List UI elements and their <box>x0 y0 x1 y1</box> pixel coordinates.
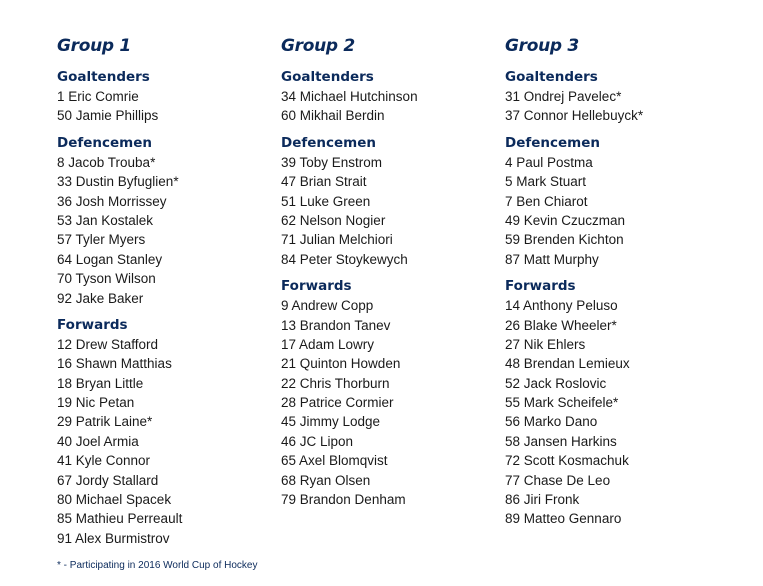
player-item: 19 Nic Petan <box>57 395 135 411</box>
player-item: 89 Matteo Gennaro <box>505 511 622 527</box>
group-title: Group 2 <box>281 36 355 56</box>
group-title: Group 3 <box>505 36 579 56</box>
player-item: 36 Josh Morrissey <box>57 193 167 209</box>
player-item: 34 Michael Hutchinson <box>281 89 418 104</box>
section-heading: Forwards <box>57 316 128 333</box>
player-item: 86 Jiri Fronk <box>505 492 580 508</box>
player-item: 22 Chris Thorburn <box>281 375 390 391</box>
player-item: 68 Ryan Olsen <box>281 472 371 488</box>
player-item: 49 Kevin Czuczman <box>505 212 626 228</box>
group-title: Group 1 <box>57 36 131 56</box>
player-list <box>281 296 501 509</box>
player-item: 31 Ondrej Pavelec* <box>505 89 622 104</box>
player-list <box>505 87 725 126</box>
player-item: 7 Ben Chiarot <box>505 193 588 209</box>
player-item: 58 Jansen Harkins <box>505 433 617 449</box>
player-item: 77 Chase De Leo <box>505 472 611 488</box>
player-item: 87 Matt Murphy <box>505 251 599 267</box>
player-item: 84 Peter Stoykewych <box>281 251 408 267</box>
position-section <box>505 68 725 126</box>
player-item: 17 Adam Lowry <box>281 336 375 352</box>
player-item: 5 Mark Stuart <box>505 174 587 190</box>
player-item: 21 Quinton Howden <box>281 356 401 372</box>
player-item: 41 Kyle Connor <box>57 453 151 469</box>
group-column <box>505 34 725 537</box>
player-item: 1 Eric Comrie <box>57 89 139 104</box>
section-heading: Forwards <box>505 278 576 295</box>
player-item: 92 Jake Baker <box>57 290 144 306</box>
player-item: 60 Mikhail Berdin <box>281 108 385 124</box>
player-item: 55 Mark Scheifele* <box>505 395 619 411</box>
section-heading: Goaltenders <box>281 69 374 85</box>
player-item: 4 Paul Postma <box>505 154 593 170</box>
player-list <box>505 153 725 269</box>
player-item: 79 Brandon Denham <box>281 492 406 508</box>
section-heading: Defencemen <box>57 134 152 151</box>
player-item: 56 Marko Dano <box>505 414 598 430</box>
player-list <box>281 87 501 126</box>
player-item: 70 Tyson Wilson <box>57 271 156 287</box>
group-column <box>281 34 501 517</box>
section-heading: Defencemen <box>281 134 376 151</box>
player-item: 57 Tyler Myers <box>57 232 146 248</box>
section-heading: Goaltenders <box>505 69 598 85</box>
section-heading: Forwards <box>281 278 352 295</box>
player-item: 59 Brenden Kichton <box>505 232 624 248</box>
player-item: 72 Scott Kosmachuk <box>505 453 629 469</box>
position-section <box>57 134 277 308</box>
player-item: 27 Nik Ehlers <box>505 336 586 352</box>
player-item: 28 Patrice Cormier <box>281 395 394 411</box>
player-item: 71 Julian Melchiori <box>281 232 393 248</box>
player-item: 18 Bryan Little <box>57 375 144 391</box>
player-item: 48 Brendan Lemieux <box>505 356 630 372</box>
group-column <box>57 34 277 556</box>
player-item: 29 Patrik Laine* <box>57 414 153 430</box>
section-heading: Goaltenders <box>57 69 150 85</box>
position-section <box>281 277 501 509</box>
player-item: 8 Jacob Trouba* <box>57 154 156 170</box>
player-item: 37 Connor Hellebuyck* <box>505 108 644 124</box>
player-item: 65 Axel Blomqvist <box>281 453 388 469</box>
player-item: 9 Andrew Copp <box>281 298 374 314</box>
player-list <box>505 296 725 529</box>
player-list <box>57 87 277 126</box>
player-item: 46 JC Lipon <box>281 433 354 449</box>
player-item: 85 Mathieu Perreault <box>57 511 183 527</box>
player-list <box>57 153 277 308</box>
section-heading: Defencemen <box>505 134 600 151</box>
player-item: 26 Blake Wheeler* <box>505 317 617 333</box>
player-item: 53 Jan Kostalek <box>57 212 154 228</box>
position-section <box>505 277 725 529</box>
player-item: 67 Jordy Stallard <box>57 472 159 488</box>
player-item: 16 Shawn Matthias <box>57 356 172 372</box>
player-item: 33 Dustin Byfuglien* <box>57 174 179 190</box>
footnote: * - Participating in 2016 World Cup of Hockey <box>57 560 258 571</box>
player-item: 40 Joel Armia <box>57 433 139 449</box>
position-section <box>281 134 501 269</box>
position-section <box>57 316 277 548</box>
player-item: 45 Jimmy Lodge <box>281 414 381 430</box>
player-item: 64 Logan Stanley <box>57 251 163 267</box>
player-item: 91 Alex Burmistrov <box>57 530 170 546</box>
player-list <box>57 335 277 548</box>
player-item: 13 Brandon Tanev <box>281 317 391 333</box>
player-item: 12 Drew Stafford <box>57 336 159 352</box>
player-item: 80 Michael Spacek <box>57 492 172 508</box>
player-list <box>281 153 501 269</box>
player-item: 62 Nelson Nogier <box>281 212 386 228</box>
player-item: 47 Brian Strait <box>281 174 367 190</box>
player-item: 14 Anthony Peluso <box>505 298 618 314</box>
player-item: 51 Luke Green <box>281 193 371 209</box>
player-item: 50 Jamie Phillips <box>57 108 159 124</box>
position-section <box>505 134 725 269</box>
position-section <box>281 68 501 126</box>
position-section <box>57 68 277 126</box>
player-item: 52 Jack Roslovic <box>505 375 607 391</box>
player-item: 39 Toby Enstrom <box>281 154 383 170</box>
